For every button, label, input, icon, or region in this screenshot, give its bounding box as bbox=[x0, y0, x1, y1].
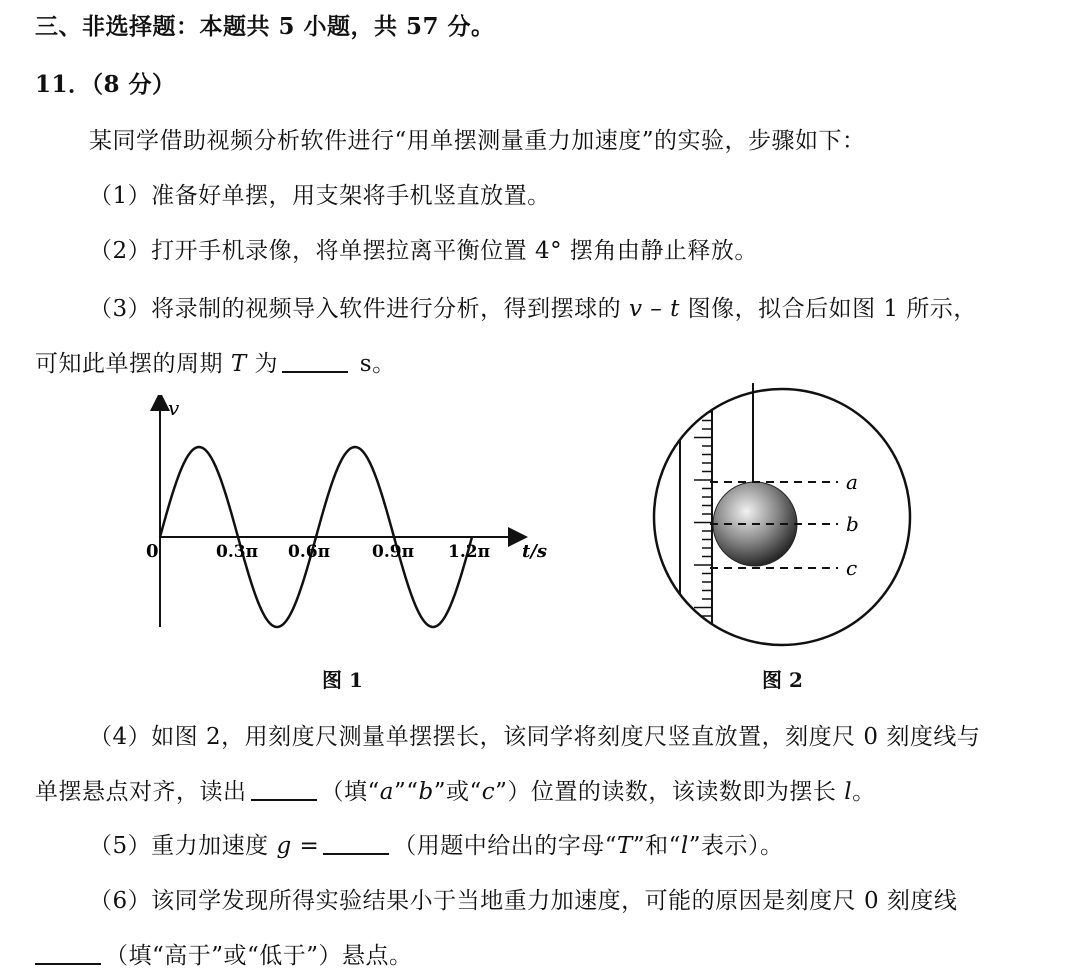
origin-label: 0 bbox=[146, 541, 159, 562]
label-b: b bbox=[846, 512, 859, 536]
answer-blank-position[interactable] bbox=[251, 779, 317, 801]
x-axis-label: t/s bbox=[522, 541, 548, 562]
ruler bbox=[680, 375, 712, 660]
figure-2-caption: 图 2 bbox=[762, 668, 803, 692]
question-number: 11．（8 分） bbox=[35, 71, 176, 98]
figure-1-caption: 图 1 bbox=[322, 668, 363, 692]
figure-1-vt-graph bbox=[140, 395, 580, 645]
step-6-line2: （填“高于”或“低于”）悬点。 bbox=[35, 937, 413, 970]
step-4-line1: （4）如图 2，用刻度尺测量单摆摆长，该同学将刻度尺竖直放置，刻度尺 0 刻度线与 bbox=[89, 724, 981, 750]
y-axis-label: v bbox=[168, 396, 180, 420]
intro-text: 某同学借助视频分析软件进行“用单摆测量重力加速度”的实验，步骤如下： bbox=[89, 128, 866, 154]
answer-blank-period[interactable] bbox=[282, 351, 348, 373]
step-4-line2: 单摆悬点对齐，读出 （填“a”“b”或“c”）位置的读数，该读数即为摆长 l。 bbox=[35, 779, 876, 805]
step-5: （5）重力加速度 g = （用题中给出的字母“T”和“l”表示）。 bbox=[89, 833, 784, 859]
section-title: 三、非选择题：本题共 5 小题，共 57 分。 bbox=[35, 13, 495, 40]
label-c: c bbox=[846, 556, 858, 580]
x-tick-label: 0.6π bbox=[288, 542, 331, 562]
step-2: （2）打开手机录像，将单摆拉离平衡位置 4° 摆角由静止释放。 bbox=[89, 238, 758, 264]
label-a: a bbox=[846, 470, 858, 494]
x-tick-label: 0.9π bbox=[372, 542, 415, 562]
figure-2-ruler-diagram bbox=[650, 375, 920, 660]
x-tick-label: 0.3π bbox=[216, 542, 259, 562]
answer-blank-higher-lower[interactable] bbox=[35, 943, 101, 965]
x-tick-label: 1.2π bbox=[448, 542, 491, 562]
step-3-line2: 可知此单摆的周期 T 为 s。 bbox=[35, 351, 396, 377]
answer-blank-gravity[interactable] bbox=[323, 833, 389, 855]
step-6-line1: （6）该同学发现所得实验结果小于当地重力加速度，可能的原因是刻度尺 0 刻度线 bbox=[89, 888, 958, 914]
step-1: （1）准备好单摆，用支架将手机竖直放置。 bbox=[89, 183, 551, 209]
step-3-line1: （3）将录制的视频导入软件进行分析，得到摆球的 v – t 图像，拟合后如图 1 所示， bbox=[89, 296, 977, 322]
